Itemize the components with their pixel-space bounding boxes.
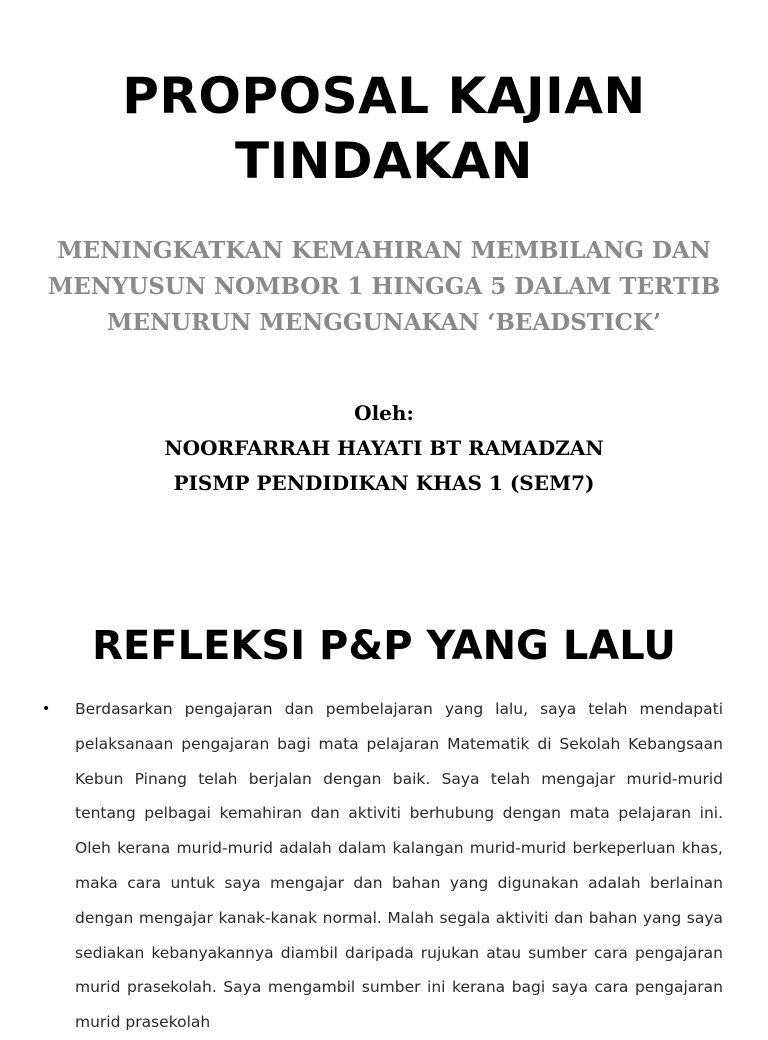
bullet-list [42, 692, 723, 1040]
reflection-slide [0, 600, 768, 1032]
author-name: NOORFARRAH HAYATI BT RAMADZAN [164, 436, 604, 460]
reflection-paragraph: Berdasarkan pengajaran dan pembelajaran yang lalu, saya telah mendapati pelaksanaan pengajaran bagi mata pelajaran Matematik di Sekolah Kebangsaan Kebun Pinang telah berjalan dengan baik. Saya telah mengajar murid-murid tentang pelbagai kemahiran dan aktiviti berhubung dengan mata pelajaran ini. Oleh kerana murid-murid adalah dalam kalangan murid-murid berkeperluan khas, maka cara untuk saya mengajar dan bahan yang digunakan adalah berlainan dengan mengajar kanak-kanak normal. Malah segala aktiviti dan bahan yang saya sediakan kebanyakannya diambil daripada rujukan atau sumber cara pengajaran murid prasekolah. Saya mengambil sumber ini kerana bagi saya cara pengajaran murid prasekolah [75, 700, 723, 1032]
presentation-title: PROPOSAL KAJIAN TINDAKAN [122, 67, 646, 190]
section-title: REFLEKSI P&P YANG LALU [92, 623, 676, 669]
author-block [40, 396, 728, 501]
author-program: PISMP PENDIDIKAN KHAS 1 (SEM7) [173, 471, 595, 495]
bullet-icon: • [42, 701, 51, 717]
by-label: Oleh: [354, 401, 414, 425]
presentation-subtitle: MENINGKATKAN KEMAHIRAN MEMBILANG DAN MENYUSUN NOMBOR 1 HINGGA 5 DALAM TERTIB MENURUN MENGGUNAKAN ‘BEADSTICK’ [47, 237, 721, 336]
list-item [42, 692, 723, 1040]
